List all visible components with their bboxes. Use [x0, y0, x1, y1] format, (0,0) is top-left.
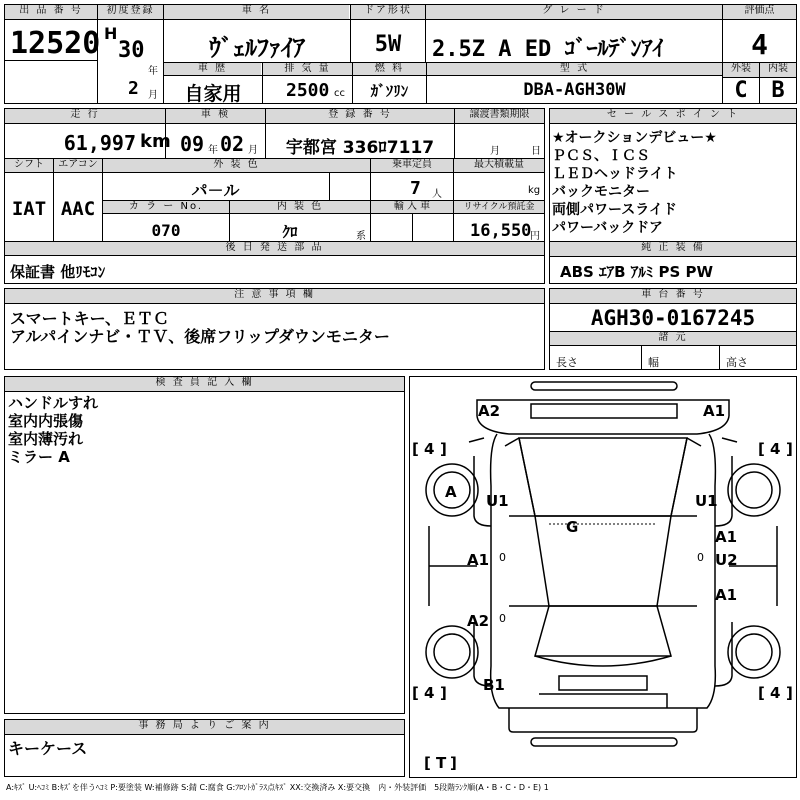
- width-label: 幅: [648, 356, 659, 369]
- grade-label: グ レ ー ド: [426, 5, 722, 19]
- model-label: 型 式: [427, 63, 722, 75]
- recycle-unit: 円: [530, 231, 540, 242]
- inspector-label: 検 査 員 記 入 欄: [5, 377, 404, 391]
- tire-fl: 4: [424, 440, 435, 458]
- mileage-label: 走 行: [5, 109, 165, 123]
- inspector-line: ミラー A: [8, 448, 70, 466]
- inspector-line: 室内内張傷: [8, 412, 84, 430]
- displacement: 2500: [286, 80, 330, 101]
- ac-label: エアコン: [54, 159, 102, 172]
- damage-front-left: A2: [478, 402, 501, 420]
- int-color-label: 内 装 色: [230, 201, 370, 213]
- damage-legend: A:ｷｽﾞ U:ﾍｺﾐ B:ｷｽﾞを伴うﾍｺﾐ P:要塗装 W:補修跡 S:錆 C:腐食 G:ﾌﾛﾝﾄｶﾞﾗｽ点ｷｽﾞ XX:交換済み X:要交換 内・外装評価 5段階ﾗﾝｸ順(A・B・C・D・E) 1: [6, 783, 549, 792]
- recycle: 16,550: [470, 221, 532, 241]
- damage-front-right: A1: [703, 402, 726, 420]
- sales-line: ＰＣＳ、ＩＣＳ: [552, 148, 650, 164]
- int-color: ｸﾛ: [282, 223, 298, 241]
- shift: IAT: [11, 198, 47, 220]
- notes-label: 注 意 事 項 欄: [5, 289, 544, 303]
- inspector-line: ハンドルすれ: [8, 394, 99, 412]
- history-label: 車 歴: [164, 63, 261, 75]
- grade: 2.5Z A ED ｺﾞｰﾙﾃﾞﾝｱｲ: [432, 37, 664, 62]
- era: H: [104, 24, 118, 43]
- tire-fr: 4: [770, 440, 781, 458]
- capacity-unit: 人: [432, 189, 442, 200]
- damage-right-front-door: A1: [715, 528, 738, 546]
- damage-left-fender: U1: [486, 492, 509, 510]
- equipment: ABS ｴｱB ｱﾙﾐ PS PW: [560, 263, 714, 281]
- notes-line: スマートキー、ＥＴＣ: [10, 309, 170, 328]
- tire-rr-open: [: [758, 684, 765, 702]
- sales-line: ★オークションデビュー★: [552, 130, 717, 146]
- model: DBA-AGH30W: [523, 80, 626, 100]
- tire-fr-close: ]: [786, 440, 793, 458]
- door-label: ドア形状: [351, 5, 425, 19]
- notes-line: アルパインナビ・ＴＶ、後席フリップダウンモニター: [10, 327, 390, 346]
- office-note: キーケース: [8, 739, 88, 758]
- tire-fl-close: ]: [440, 440, 447, 458]
- mileage: 61,997: [63, 131, 136, 155]
- payload-unit: kg: [528, 185, 541, 196]
- sales-line: ＬＥＤヘッドライト: [552, 166, 678, 182]
- inspection-label: 車 検: [166, 109, 265, 123]
- payload-label: 最大積載量: [454, 159, 544, 172]
- lot-no-label: 出 品 番 号: [5, 5, 97, 19]
- damage-right-slide-door: U2: [715, 551, 738, 569]
- mark-zero: 0: [499, 551, 506, 564]
- sales-line: 両側パワースライド: [552, 202, 677, 218]
- trunk-mark: T: [436, 754, 447, 772]
- reg-month: 2: [128, 78, 139, 99]
- color-label: 外 装 色: [103, 159, 370, 172]
- color-no-label: カ ラ ー No.: [103, 201, 229, 213]
- chassis-label: 車 台 番 号: [550, 289, 796, 303]
- import-label: 輸 入 車: [371, 201, 453, 213]
- height-label: 高さ: [726, 356, 748, 369]
- fuel-label: 燃 料: [353, 63, 426, 75]
- score: 4: [751, 28, 768, 61]
- office-label: 事 務 局 よ り ご 案 内: [5, 720, 404, 734]
- fuel: ｶﾞｿﾘﾝ: [370, 82, 409, 100]
- dims-label: 諸 元: [550, 332, 796, 345]
- ext-grade: C: [734, 78, 748, 103]
- sales-label: セ ー ル ス ポ イ ン ト: [550, 109, 796, 123]
- chassis-number: AGH30-0167245: [590, 306, 756, 330]
- score-label: 評価点: [723, 5, 796, 19]
- trunk-open: [: [424, 754, 431, 772]
- mark-zero: 0: [499, 612, 506, 625]
- tire-fl-open: [: [412, 440, 419, 458]
- capacity-label: 乗車定員: [371, 159, 453, 172]
- int-label: 内装: [760, 63, 796, 77]
- int-grade: B: [771, 78, 785, 103]
- mileage-unit: km: [140, 131, 171, 152]
- transfer-label: 譲渡書類期限: [455, 109, 544, 123]
- transfer-day-unit: 日: [531, 146, 541, 157]
- equipment-label: 純 正 装 備: [550, 242, 796, 256]
- damage-windshield: G: [566, 518, 579, 536]
- year-unit: 年: [148, 66, 158, 77]
- length-label: 長さ: [556, 356, 578, 369]
- reg-year: 30: [118, 38, 145, 63]
- tire-rl: 4: [424, 684, 435, 702]
- insp-month-unit: 月: [248, 145, 258, 156]
- recycle-label: リサイクル預託金: [454, 201, 544, 213]
- mark-zero: 0: [697, 551, 704, 564]
- capacity: 7: [410, 178, 421, 199]
- inspector-line: 室内薄汚れ: [8, 430, 84, 448]
- insp-year-unit: 年: [208, 145, 218, 156]
- later-parts: 保証書 他ﾘﾓｺﾝ: [10, 263, 106, 281]
- damage-right-rear-door: A1: [715, 586, 738, 604]
- sales-line: パワーバックドア: [552, 220, 663, 236]
- first-reg-label: 初度登録: [98, 5, 163, 19]
- car-diagram: [409, 376, 797, 778]
- month-unit: 月: [148, 90, 158, 101]
- color: パ－ル: [191, 181, 240, 200]
- damage-left-rear: A2: [467, 612, 490, 630]
- ext-label: 外装: [723, 63, 759, 77]
- tire-fr-open: [: [758, 440, 765, 458]
- reg-label: 登 録 番 号: [266, 109, 454, 123]
- ac: AAC: [60, 198, 96, 220]
- tire-rl-close: ]: [440, 684, 447, 702]
- insp-year: 09: [180, 132, 205, 156]
- tire-rr-close: ]: [786, 684, 793, 702]
- insp-month: 02: [220, 132, 245, 156]
- damage-right-fender: U1: [695, 492, 718, 510]
- color-no: 070: [151, 221, 181, 240]
- car-name-label: 車 名: [164, 5, 349, 19]
- displacement-unit: cc: [334, 88, 345, 99]
- history: 自家用: [184, 83, 242, 105]
- door: 5W: [374, 32, 402, 57]
- tire-rl-open: [: [412, 684, 419, 702]
- transfer-month-unit: 月: [490, 146, 500, 157]
- tire-rr: 4: [770, 684, 781, 702]
- int-color-unit: 系: [356, 231, 366, 242]
- damage-wheel-fl: A: [445, 483, 457, 501]
- lot-no: 12520: [10, 26, 101, 61]
- sales-line: バックモニター: [552, 184, 650, 200]
- car-name: ｳﾞｪﾙﾌｧｲｱ: [209, 34, 305, 62]
- damage-left-front-door: A1: [467, 551, 490, 569]
- damage-rear: B1: [483, 676, 505, 694]
- trunk-close: ]: [450, 754, 457, 772]
- displacement-label: 排 気 量: [263, 63, 352, 75]
- later-label: 後 日 発 送 部 品: [5, 242, 544, 255]
- reg-number: 宇都宮 336ﾛ7117: [285, 138, 435, 158]
- shift-label: シフト: [5, 159, 53, 172]
